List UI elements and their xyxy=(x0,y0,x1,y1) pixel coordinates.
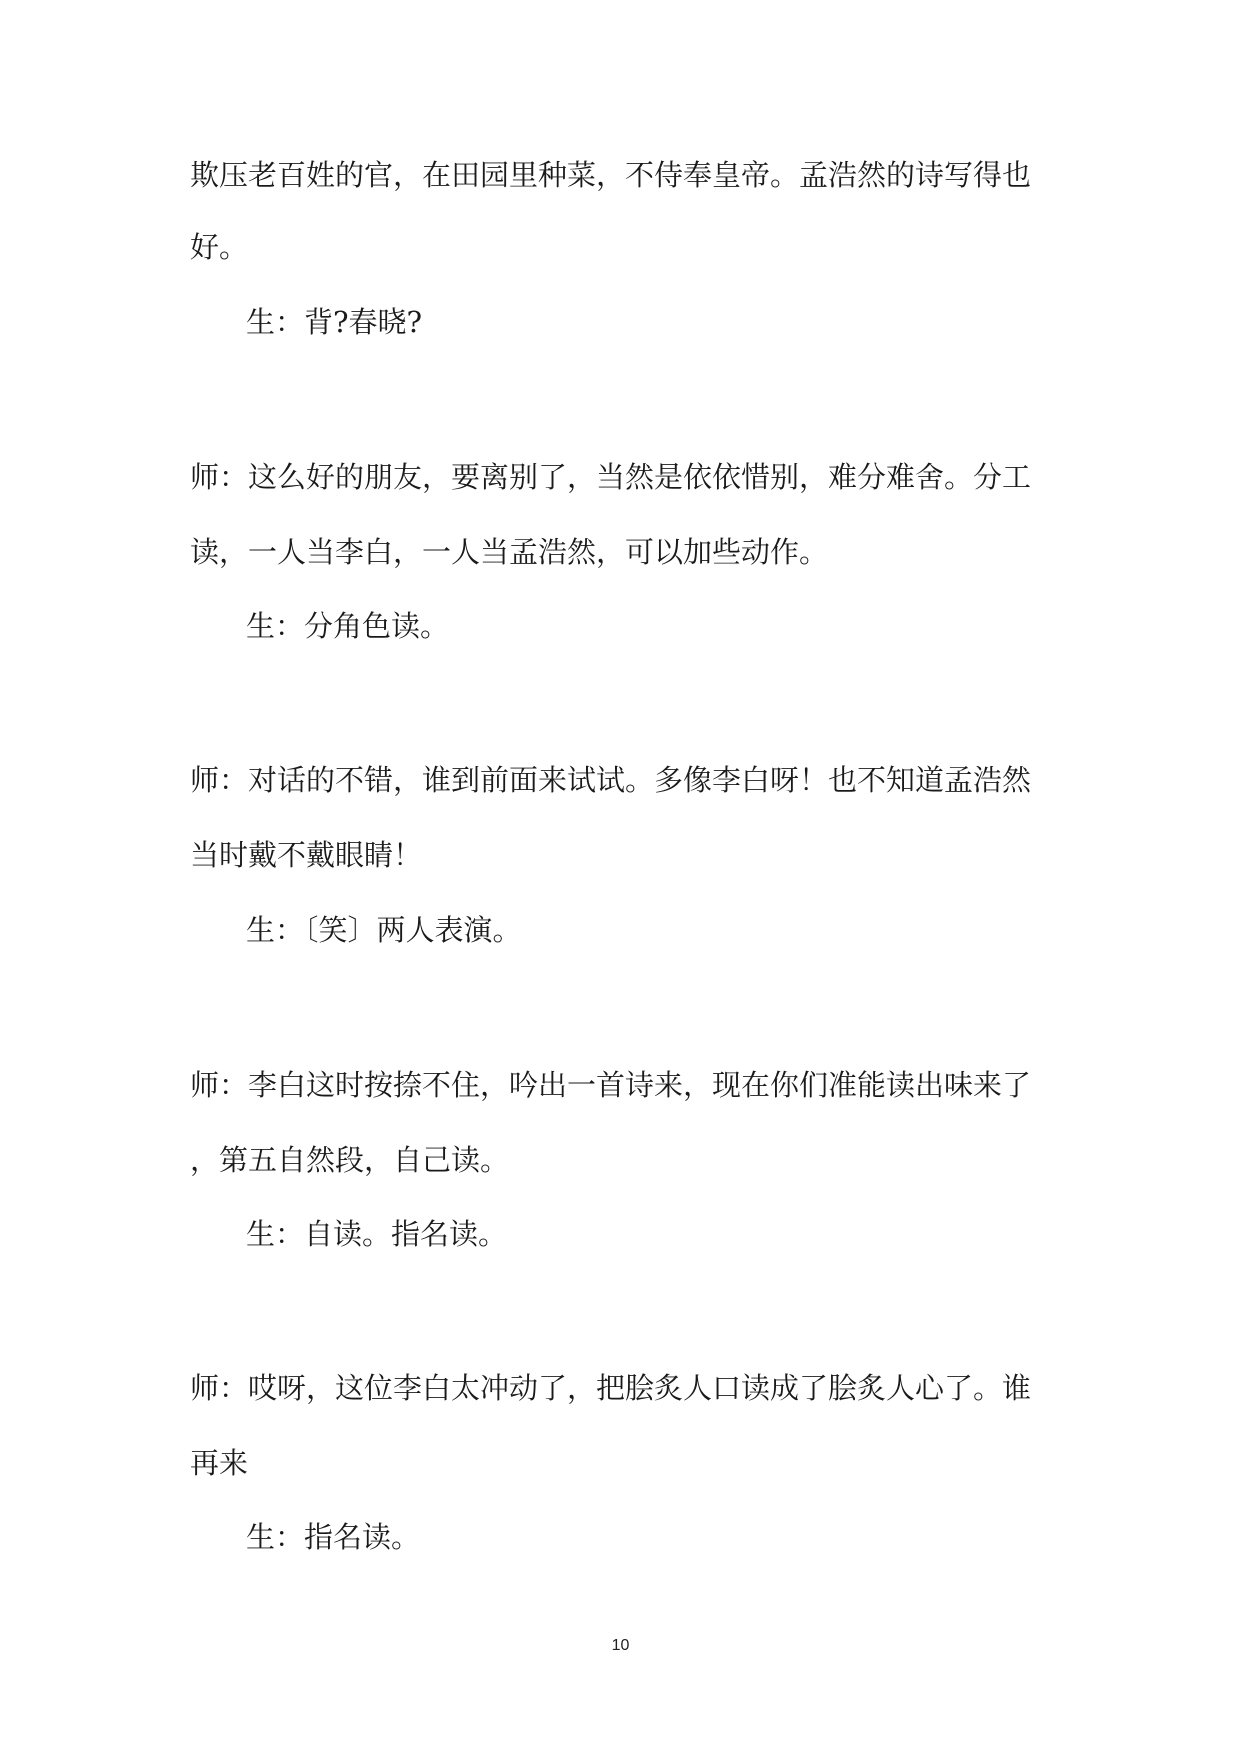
paragraph-line: 好。 xyxy=(190,230,249,264)
paragraph-line: 当时戴不戴眼睛！ xyxy=(190,838,423,872)
teacher-line: 师：这么好的朋友，要离别了，当然是依依惜别，难分难舍。分工 xyxy=(190,460,1032,494)
student-line: 生：背?春晓? xyxy=(246,305,423,339)
paragraph-line: 再来 xyxy=(190,1446,249,1480)
teacher-line: 师：李白这时按捺不住，吟出一首诗来，现在你们准能读出味来了 xyxy=(190,1068,1032,1102)
teacher-line: 师：对话的不错，谁到前面来试试。多像李白呀！也不知道孟浩然 xyxy=(190,763,1032,797)
page-number: 10 xyxy=(611,1637,630,1654)
paragraph-line: ，第五自然段，自己读。 xyxy=(190,1143,510,1177)
student-line: 生：指名读。 xyxy=(246,1520,421,1554)
teacher-line: 师：哎呀，这位李白太冲动了，把脍炙人口读成了脍炙人心了。谁 xyxy=(190,1371,1032,1405)
student-line: 生：自读。指名读。 xyxy=(246,1217,508,1251)
paragraph-line: 读，一人当李白，一人当孟浩然，可以加些动作。 xyxy=(190,535,829,569)
student-line: 生：分角色读。 xyxy=(246,609,450,643)
student-line: 生：〔笑〕两人表演。 xyxy=(246,913,522,947)
paragraph-line: 欺压老百姓的官，在田园里种菜，不侍奉皇帝。孟浩然的诗写得也 xyxy=(190,158,1032,192)
